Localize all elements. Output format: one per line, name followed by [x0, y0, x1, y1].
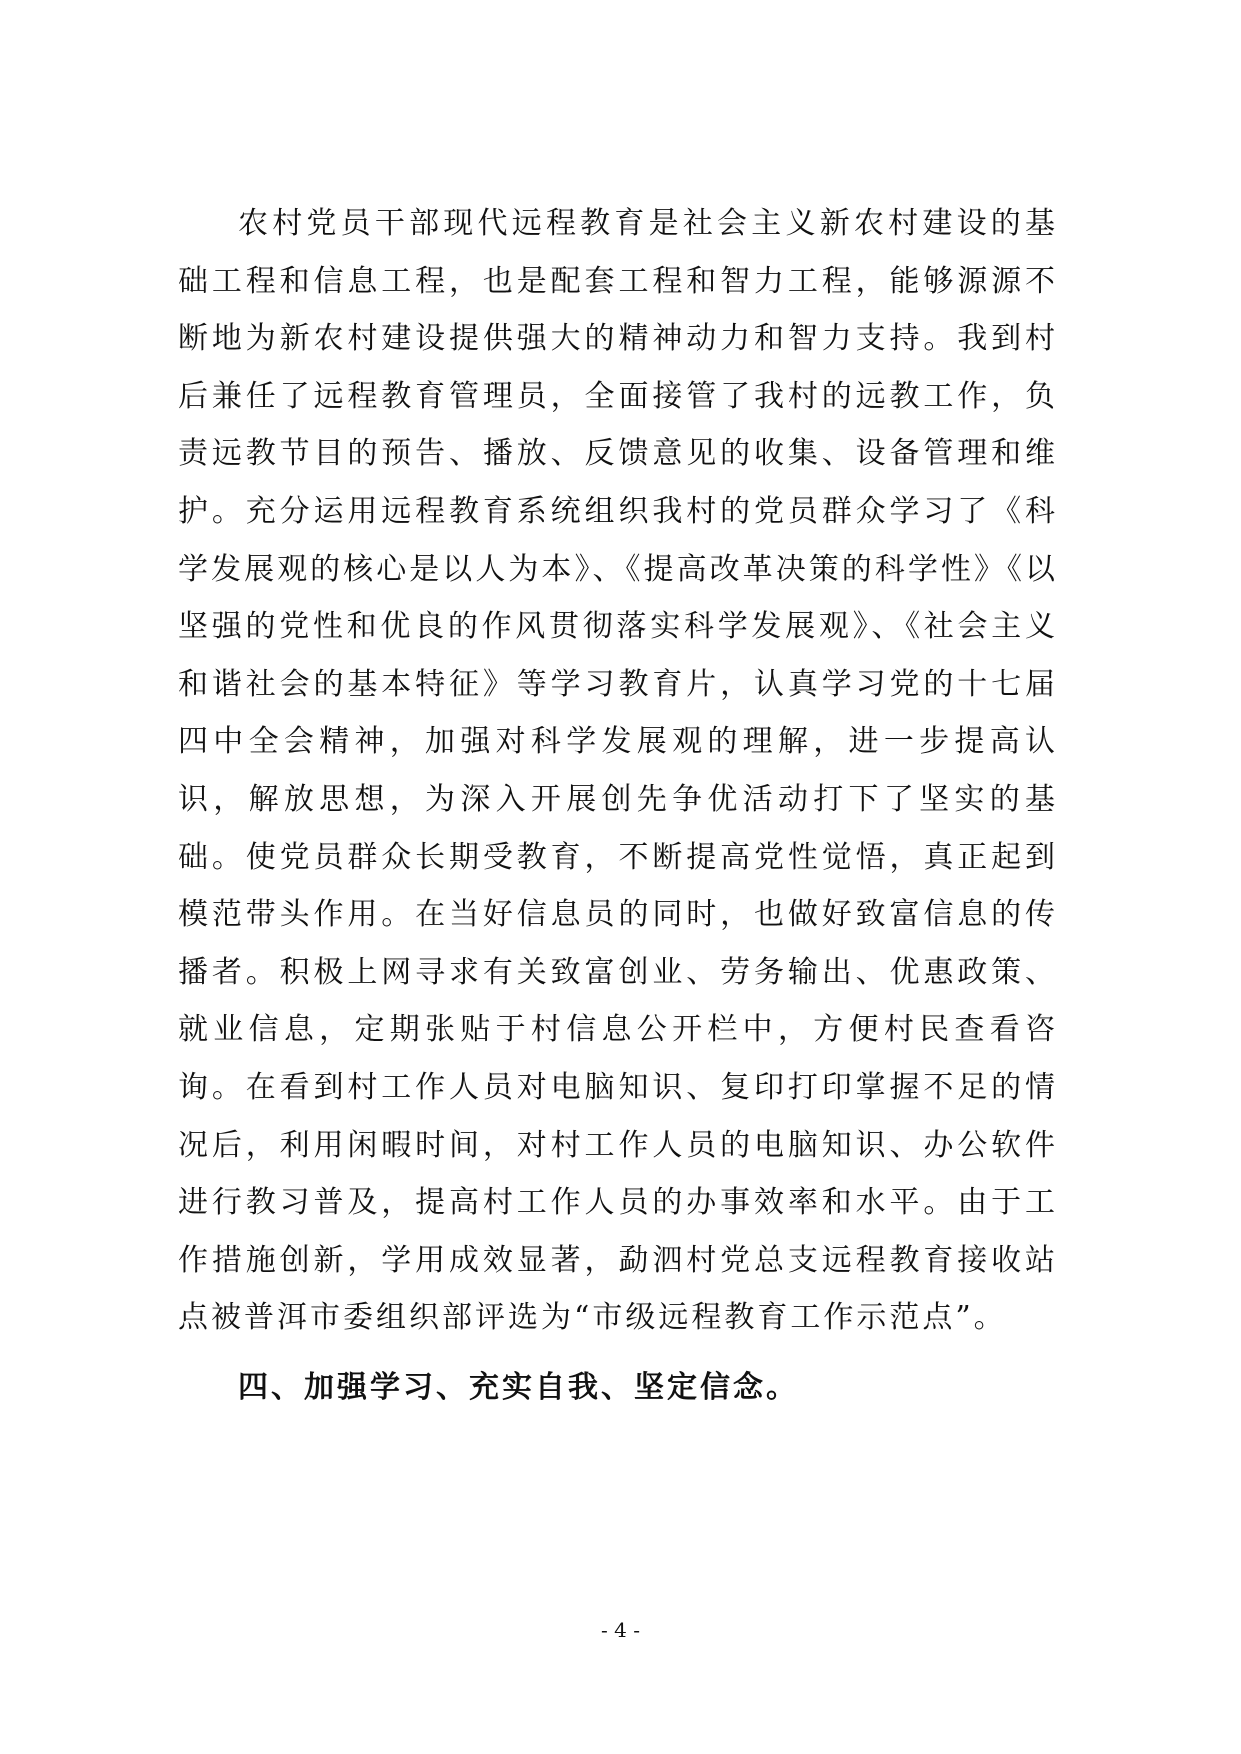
page-number: - 4 - — [601, 1618, 640, 1642]
body-paragraph: 农村党员干部现代远程教育是社会主义新农村建设的基础工程和信息工程，也是配套工程和智力工程，能够源源不断地为新农村建设提供强大的精神动力和智力支持。我到村后兼任了远程教育管理员，全面接管了我村的远教工作，负责远教节目的预告、播放、反馈意见的收集、设备管理和维护。充分运用远程教育系统组织我村的党员群众学习了《科学发展观的核心是以人为本》、《提高改革决策的科学性》《以坚强的党性和优良的作风贯彻落实科学发展观》、《社会主义和谐社会的基本特征》等学习教育片，认真学习党的十七届四中全会精神，加强对科学发展观的理解，进一步提高认识，解放思想，为深入开展创先争优活动打下了坚实的基础。使党员群众长期受教育，不断提高党性觉悟，真正起到模范带头作用。在当好信息员的同时，也做好致富信息的传播者。积极上网寻求有关致富创业、劳务输出、优惠政策、就业信息，定期张贴于村信息公开栏中，方便村民查看咨询。在看到村工作人员对电脑知识、复印打印掌握不足的情况后，利用闲暇时间，对村工作人员的电脑知识、办公软件进行教习普及，提高村工作人员的办事效率和水平。由于工作措施创新，学用成效显著，勐泗村党总支远程教育接收站点被普洱市委组织部评选为“市级远程教育工作示范点”。 — [178, 206, 1058, 1336]
section-heading: 四、加强学习、充实自我、坚定信念。 — [238, 1369, 799, 1405]
body-text — [178, 195, 1058, 1416]
